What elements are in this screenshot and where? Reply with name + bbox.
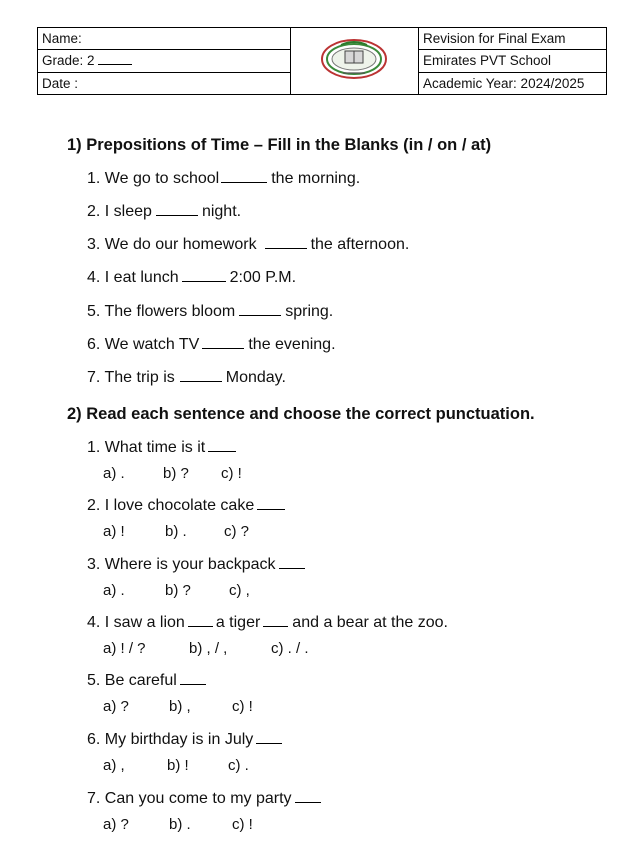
section1-title: 1) Prepositions of Time – Fill in the Blanks (in / on / at) <box>67 136 492 154</box>
s2-q2-text: 2. I love chocolate cake <box>87 497 255 514</box>
s1-q2-blank[interactable] <box>156 203 198 216</box>
s2-q3-option-a[interactable]: a) . <box>103 582 125 599</box>
s2-q4-blank-2[interactable] <box>263 614 288 627</box>
s2-q4-option-c[interactable]: c) . / . <box>271 640 309 657</box>
s1-q1-after: the morning. <box>271 170 361 187</box>
s1-q5-after: spring. <box>285 303 334 320</box>
exam-title: Revision for Final Exam <box>423 31 566 47</box>
school-logo-icon <box>319 37 389 83</box>
s2-q1-option-b[interactable]: b) ? <box>163 465 189 482</box>
s2-q5-option-b[interactable]: b) , <box>169 698 191 715</box>
header-table <box>37 27 607 95</box>
s2-q2-option-b[interactable]: b) . <box>165 523 187 540</box>
s2-q7-option-a[interactable]: a) ? <box>103 816 129 833</box>
s1-q6-blank[interactable] <box>202 336 244 349</box>
s2-q3-options <box>103 582 250 599</box>
s1-q4-blank[interactable] <box>182 269 226 282</box>
s2-q1-text: 1. What time is it <box>87 439 206 456</box>
logo-cell <box>290 28 418 95</box>
s2-q6-option-b[interactable]: b) ! <box>167 757 189 774</box>
s2-question-5 <box>87 672 206 690</box>
s2-question-4 <box>87 614 448 632</box>
s1-q7-before: 7. The trip is <box>87 369 175 386</box>
s1-q4-after: 2:00 P.M. <box>229 269 297 286</box>
s1-q1-before: 1. We go to school <box>87 170 220 187</box>
s1-question-6 <box>87 336 336 354</box>
s1-q6-after: the evening. <box>248 336 336 353</box>
s1-question-7 <box>87 369 286 387</box>
s1-q2-before: 2. I sleep <box>87 203 152 220</box>
s2-q3-option-c[interactable]: c) , <box>229 582 250 599</box>
s2-q4-text-c: and a bear at the zoo. <box>292 614 448 631</box>
s2-q5-option-a[interactable]: a) ? <box>103 698 129 715</box>
name-cell <box>38 28 291 50</box>
s2-q3-blank[interactable] <box>279 556 305 569</box>
academic-year: Academic Year: 2024/2025 <box>423 75 585 91</box>
s2-q6-option-a[interactable]: a) , <box>103 757 125 774</box>
s2-q3-text: 3. Where is your backpack <box>87 556 276 573</box>
s2-q5-text: 5. Be careful <box>87 672 177 689</box>
s2-q4-options <box>103 640 309 657</box>
s2-question-1 <box>87 439 236 457</box>
s2-q7-option-c[interactable]: c) ! <box>232 816 253 833</box>
date-cell <box>38 72 291 94</box>
s1-q5-before: 5. The flowers bloom <box>87 303 236 320</box>
s2-q1-option-c[interactable]: c) ! <box>221 465 242 482</box>
s1-q1-blank[interactable] <box>221 170 267 183</box>
s2-q2-blank[interactable] <box>257 497 285 510</box>
s1-question-3 <box>87 236 409 254</box>
s1-q7-blank[interactable] <box>180 369 222 382</box>
s2-question-6 <box>87 731 282 749</box>
s2-q4-option-b[interactable]: b) , / , <box>189 640 228 657</box>
s2-q7-options <box>103 816 253 833</box>
school-name: Emirates PVT School <box>423 53 552 69</box>
s2-q2-option-c[interactable]: c) ? <box>224 523 250 540</box>
s2-q6-option-c[interactable]: c) . <box>228 757 249 774</box>
grade-cell <box>38 50 291 72</box>
s2-q1-blank[interactable] <box>208 439 236 452</box>
s2-q4-option-a[interactable]: a) ! / ? <box>103 640 146 657</box>
s2-q3-option-b[interactable]: b) ? <box>165 582 191 599</box>
s1-q2-after: night. <box>201 203 242 220</box>
s2-question-7 <box>87 790 321 808</box>
s2-q7-text: 7. Can you come to my party <box>87 790 292 807</box>
name-label: Name: <box>42 31 82 47</box>
s1-q7-after: Monday. <box>225 369 286 386</box>
school-cell <box>419 50 607 72</box>
s2-q6-text: 6. My birthday is in July <box>87 731 254 748</box>
s2-q7-option-b[interactable]: b) . <box>169 816 191 833</box>
s2-q2-option-a[interactable]: a) ! <box>103 523 125 540</box>
grade-label: Grade: 2 <box>42 53 95 69</box>
s2-q4-blank-1[interactable] <box>188 614 213 627</box>
s1-q5-blank[interactable] <box>239 303 281 316</box>
s2-q2-options <box>103 523 249 540</box>
grade-blank[interactable] <box>98 53 132 65</box>
year-cell <box>419 72 607 94</box>
s2-question-2 <box>87 497 285 515</box>
s2-q5-options <box>103 698 253 715</box>
s2-q5-blank[interactable] <box>180 672 206 685</box>
section2-title: 2) Read each sentence and choose the correct punctuation. <box>67 405 535 423</box>
s1-question-4 <box>87 269 296 287</box>
s2-q1-option-a[interactable]: a) . <box>103 465 125 482</box>
s1-q3-after: the afternoon. <box>310 236 410 253</box>
s2-q1-options <box>103 465 242 482</box>
s2-q4-text-b: a tiger <box>215 614 261 631</box>
s2-q6-options <box>103 757 249 774</box>
title-cell <box>419 28 607 50</box>
s2-q5-option-c[interactable]: c) ! <box>232 698 253 715</box>
s1-q4-before: 4. I eat lunch <box>87 269 179 286</box>
s2-q7-blank[interactable] <box>295 790 321 803</box>
s1-question-5 <box>87 303 333 321</box>
s1-q3-before: 3. We do our homework <box>87 236 257 253</box>
s2-q4-text-a: 4. I saw a lion <box>87 614 185 631</box>
s1-q6-before: 6. We watch TV <box>87 336 200 353</box>
s2-question-3 <box>87 556 305 574</box>
s2-q6-blank[interactable] <box>256 731 282 744</box>
s1-question-1 <box>87 170 360 188</box>
date-label: Date : <box>42 75 79 91</box>
s1-question-2 <box>87 203 241 221</box>
s1-q3-blank[interactable] <box>265 236 307 249</box>
